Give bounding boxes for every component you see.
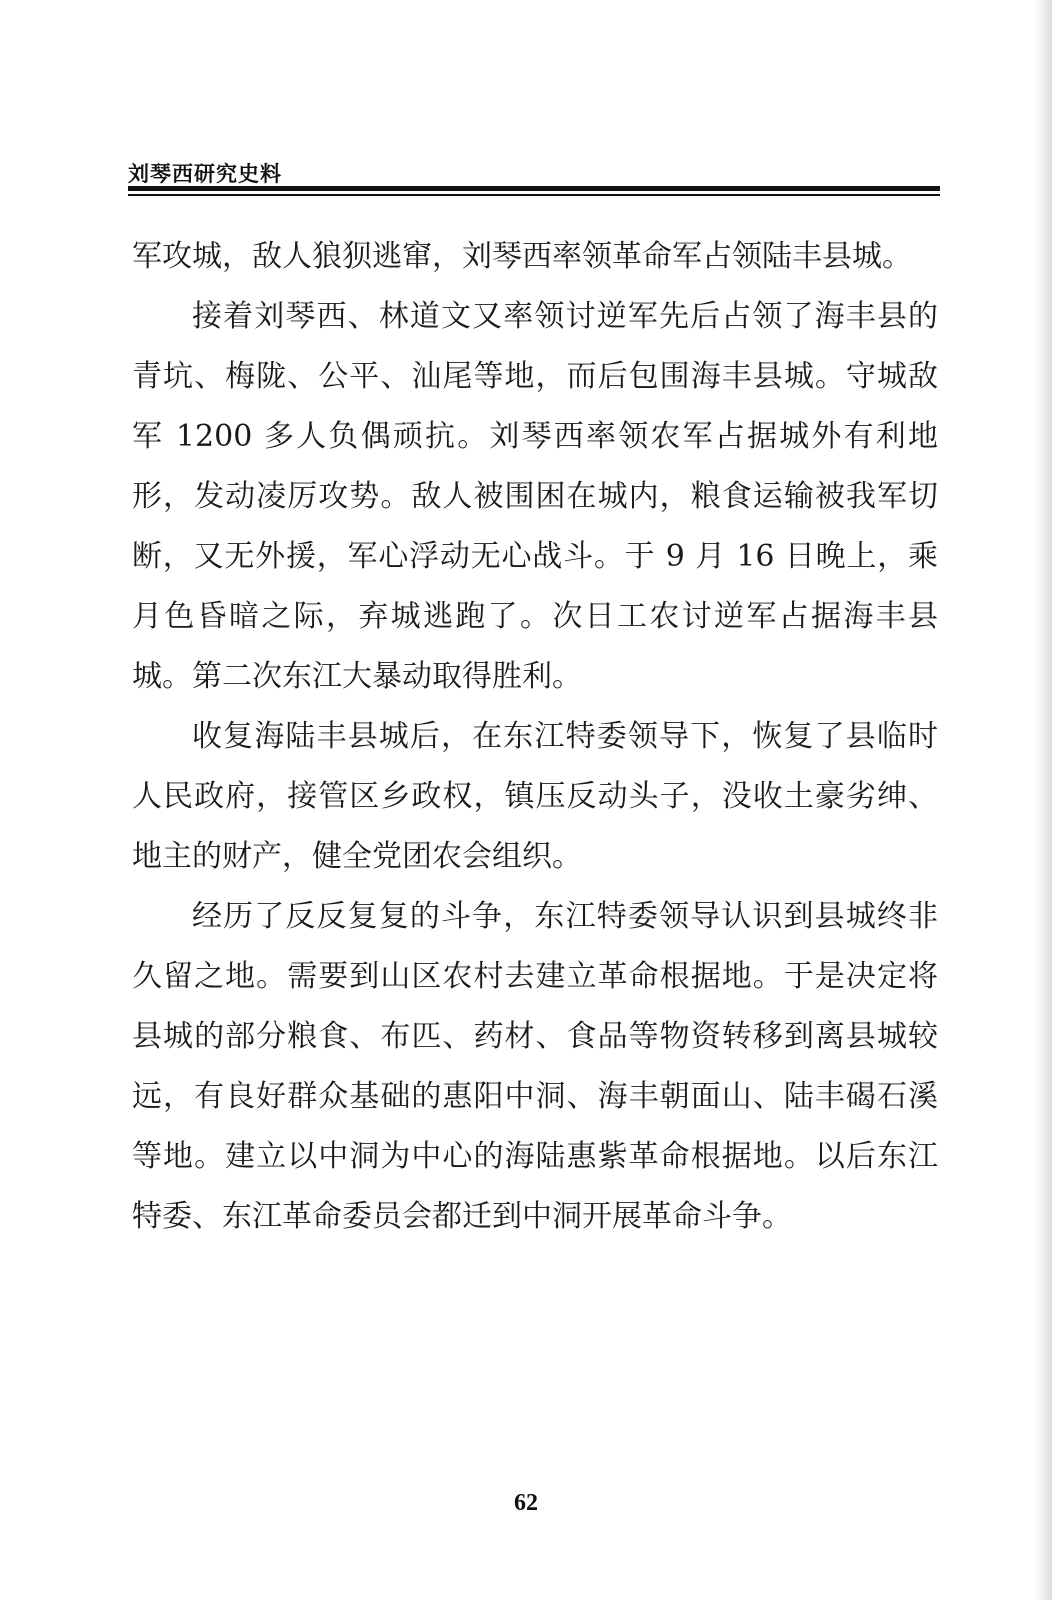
body-text [132, 227, 938, 1247]
page-edge-shadow [1034, 0, 1052, 1600]
header-rule-thick [128, 186, 940, 191]
page-number: 62 [514, 1490, 538, 1516]
paragraph-restored-government: 收复海陆丰县城后，在东江特委领导下，恢复了县临时人民政府，接管区乡政权，镇压反动头子，没收土豪劣绅、地主的财产，健全党团农会组织。 [132, 719, 938, 874]
header-rule-thin [128, 194, 940, 196]
paragraph-base-area: 经历了反反复复的斗争，东江特委领导认识到县城终非久留之地。需要到山区农村去建立革命根据地。于是决定将县城的部分粮食、布匹、药材、食品等物资转移到离县城较远，有良好群众基础的惠阳中洞、海丰朝面山、陆丰碣石溪等地。建立以中洞为中心的海陆惠紫革命根据地。以后东江特委、东江革命委员会都迁到中洞开展革命斗争。 [132, 899, 938, 1234]
running-header-title: 刘琴西研究史料 [128, 162, 282, 186]
paragraph-continued: 军攻城，敌人狼狈逃窜，刘琴西率领革命军占领陆丰县城。 [132, 239, 912, 274]
paragraph-siege-of-haifeng: 接着刘琴西、林道文又率领讨逆军先后占领了海丰县的青坑、梅陇、公平、汕尾等地，而后包围海丰县城。守城敌军 1200 多人负偶顽抗。刘琴西率领农军占据城外有利地形，发动凌厉攻势。敌人被围困在城内，粮食运输被我军切断，又无外援，军心浮动无心战斗。于 9 月 16 日晚上，乘月色昏暗之际，弃城逃跑了。次日工农讨逆军占据海丰县城。第二次东江大暴动取得胜利。 [132, 299, 938, 694]
